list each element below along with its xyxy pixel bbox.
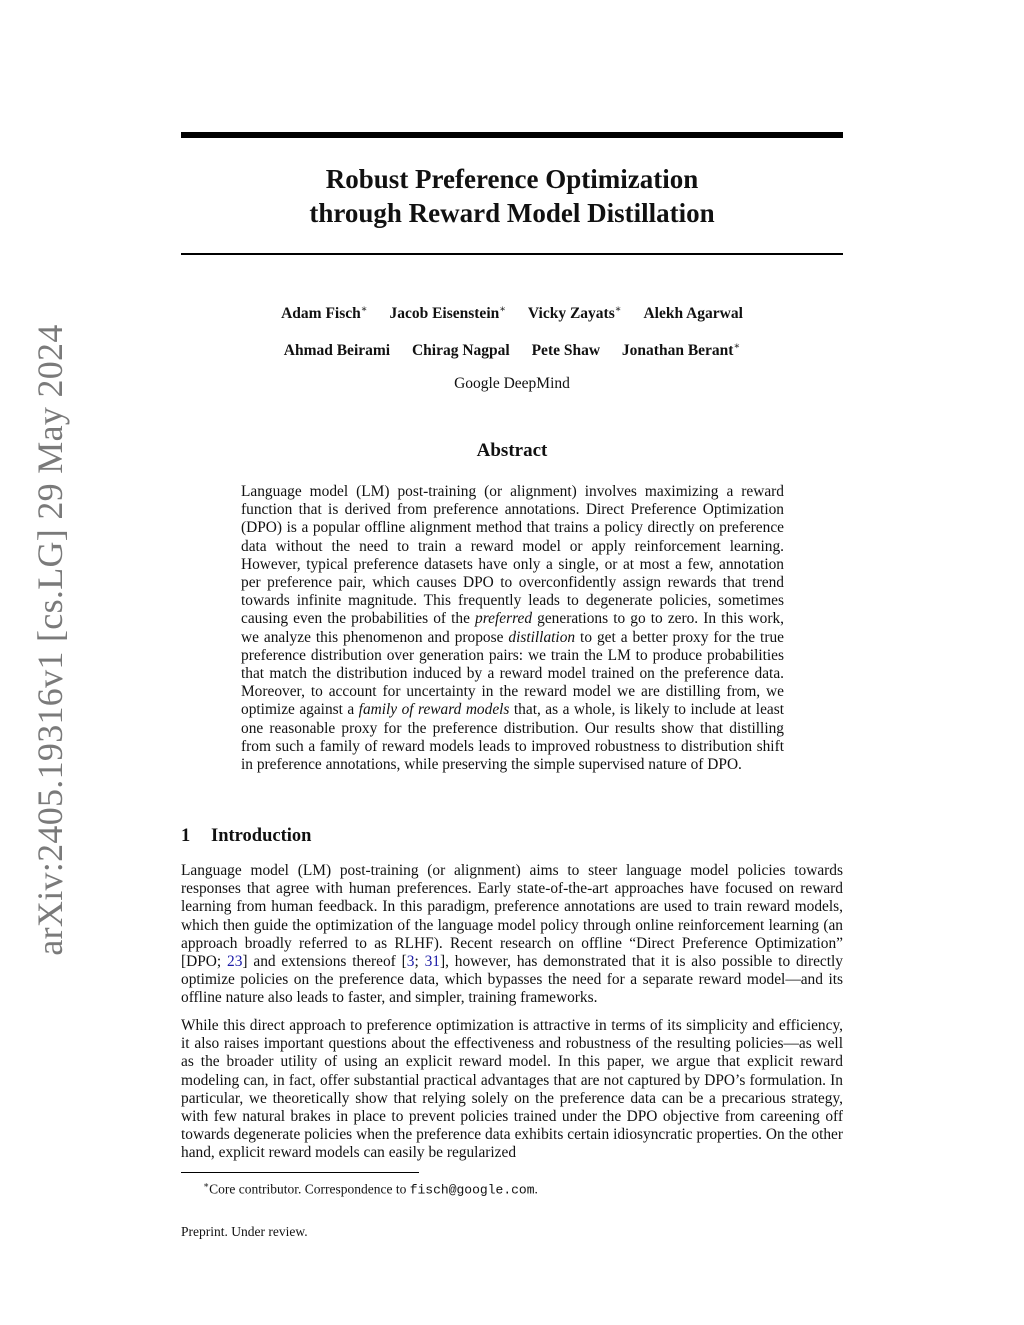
arxiv-identifier-stamp: arXiv:2405.19316v1 [cs.LG] 29 May 2024 — [30, 324, 70, 956]
abstract-heading: Abstract — [476, 440, 548, 461]
email-address: fisch@google.com — [409, 1182, 535, 1198]
title-line-2: through Reward Model Distillation — [309, 198, 715, 228]
author: Adam Fisch∗ — [281, 304, 368, 323]
footnote: ∗Core contributor. Correspondence to fisch@google.com. — [203, 1180, 538, 1198]
abstract-body: Language model (LM) post-training (or alignment) involves maximizing a reward function that is derived from preference annotations. Direct Preference Optimization (DPO) is a popular offline alignment method that trains a policy directly on preference data without the need to train a reward model or apply reinforcement learning. However, typical preference datasets have only a single, or at most a few, annotation per preference pair, which causes DPO to overconfidently assign rewards that trend towards infinite magnitude. This frequently leads to degenerate policies, sometimes causing even the probabilities of the preferred generations to go to zero. In this work, we analyze this phenomenon and propose distillation to get a better proxy for the true preference distribution over generation pairs: we train the LM to produce probabilities that match the distribution induced by a reward model trained on the preference data. Moreover, to account for uncertainty in the reward model we are distilling from, we optimize against a family of reward models that, as a whole, is likely to include at least one reasonable proxy for the preference distribution. Our results show that distilling from such a family of reward models leads to improved robustness to distribution shift in preference annotations, while preserving the simple supervised nature of DPO. — [241, 483, 784, 774]
citation-link[interactable]: 23 — [227, 953, 243, 971]
author: Pete Shaw — [531, 342, 601, 360]
affiliation: Google DeepMind — [454, 375, 570, 392]
intro-paragraph-2: While this direct approach to preference optimization is attractive in terms of its simplicity and efficiency, it also raises important questions about the effectiveness and robustness of the resulting policies—as well as the broader utility of using an explicit reward model. In this paper, we argue that explicit reward modeling can, in fact, offer substantial practical advantages that are not captured by DPO’s formulation. In particular, we theoretically show that relying solely on the preference data can be a precarious strategy, with few natural brakes in place to prevent policies trained under the DPO objective from careening off towards degenerate policies when the preference data exhibits certain idiosyncratic properties. On the other hand, explicit reward models can easily be regularized — [181, 1017, 843, 1162]
author-row-1 — [181, 300, 843, 324]
author-row-2 — [181, 337, 843, 361]
author: Alekh Agarwal — [643, 305, 743, 323]
title-bottom-rule — [181, 253, 843, 255]
citation-link[interactable]: 31 — [424, 953, 440, 971]
author: Jonathan Berant∗ — [621, 341, 741, 360]
author: Ahmad Beirami — [283, 342, 391, 360]
author: Vicky Zayats∗ — [527, 304, 622, 323]
paper-title — [181, 162, 843, 230]
section-heading-introduction: 1 Introduction — [181, 826, 312, 846]
title-top-rule — [181, 132, 843, 138]
preprint-note: Preprint. Under review. — [181, 1224, 308, 1239]
title-line-1: Robust Preference Optimization — [325, 164, 699, 194]
citation-link[interactable]: 3 — [406, 953, 415, 971]
footnote-rule — [181, 1172, 419, 1173]
author: Chirag Nagpal — [411, 342, 510, 360]
author: Jacob Eisenstein∗ — [389, 304, 507, 323]
intro-paragraph-1: Language model (LM) post-training (or alignment) aims to steer language model policies towards responses that agree with human preferences. Early state-of-the-art approaches have focused on reward learning from human feedback. In this paradigm, preference annotations are used to train reward models, which then guide the optimization of the language model policy through online reinforcement learning (an approach broadly referred to as RLHF). Recent research on offline “Direct Preference Optimization” [DPO; 23] and extensions thereof [3; 31], however, has demonstrated that it is also possible to directly optimize policies on the preference data, which bypasses the need for a separate reward model—and its offline nature also leads to faster, and simpler, training frameworks. — [181, 862, 843, 1007]
